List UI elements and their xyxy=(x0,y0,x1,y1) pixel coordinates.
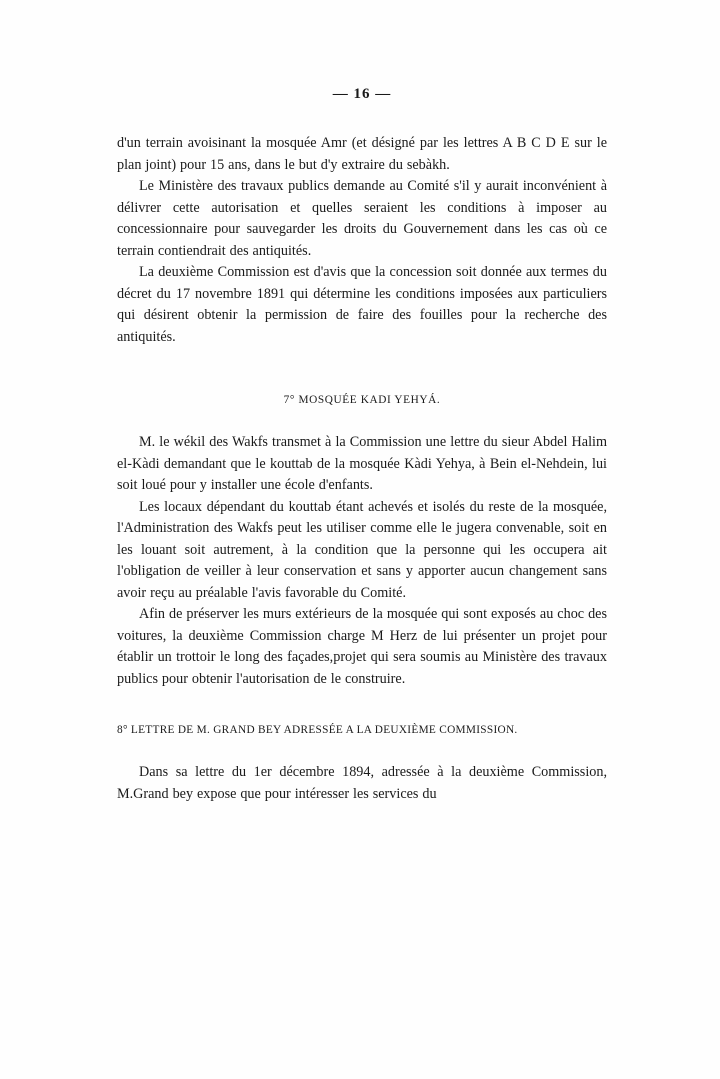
paragraph: Le Ministère des travaux publics demande au Comité s'il y aurait inconvénient à délivrer cette autorisation et quelles seraient les conditions à imposer au concessionnaire pour sauvegarder les droits du Gouvernement dans les cas où ce terrain contiendrait des antiquités. xyxy=(117,178,607,259)
spacer xyxy=(117,348,607,394)
section-7-heading xyxy=(117,394,607,406)
spacer xyxy=(117,406,607,432)
paragraph: Afin de préserver les murs extérieurs de la mosquée qui sont exposés au choc des voitures, la deuxième Commission charge M Herz de lui présenter un projet pour établir un trottoir le long des façades,projet qui sera soumis au Ministère des travaux publics pour obtenir l'autorisation de le construire. xyxy=(117,606,607,687)
section-7-body xyxy=(117,432,607,690)
paragraph: Dans sa lettre du 1er décembre 1894, adressée à la deuxième Commission, M.Grand bey expose que pour intéresser les services du xyxy=(117,764,607,802)
section-8-body xyxy=(117,762,607,805)
spacer xyxy=(117,736,607,762)
spacer xyxy=(117,690,607,724)
paragraph: Les locaux dépendant du kouttab étant achevés et isolés du reste de la mosquée, l'Administration des Wakfs peut les utiliser comme elle le jugera convenable, soit en les louant soit autrement, à la condition que la personne qui les occupera ait l'obligation de veiller à leur conservation et sans y apporter aucun changement sans avoir reçu au préalable l'avis favorable du Comité. xyxy=(117,498,607,601)
page-number: — 16 — xyxy=(332,86,392,102)
paragraph: M. le wékil des Wakfs transmet à la Commission une lettre du sieur Abdel Halim el-Kàdi demandant que le kouttab de la mosquée Kàdi Yehya, à Bein el-Nehdein, lui soit loué pour y installer une école d'enfants. xyxy=(117,434,607,493)
page-content xyxy=(117,86,607,805)
paragraph: d'un terrain avoisinant la mosquée Amr (et désigné par les lettres A B C D E sur le plan joint) pour 15 ans, dans le but d'y extraire du sebàkh. xyxy=(117,135,607,173)
intro-section xyxy=(117,133,607,348)
section-7-number: 7° xyxy=(283,394,296,406)
section-8-heading: 8° LETTRE DE M. GRAND BEY ADRESSÉE A LA DEUXIÈME COMMISSION. xyxy=(117,724,518,736)
paragraph: La deuxième Commission est d'avis que la concession soit donnée aux termes du décret du 17 novembre 1891 qui détermine les conditions imposées aux particuliers qui désirent obtenir la permission de faire des fouilles pour la recherche des antiquités. xyxy=(117,264,607,345)
section-7-title: MOSQUÉE KADI YEHYÁ. xyxy=(298,394,441,406)
